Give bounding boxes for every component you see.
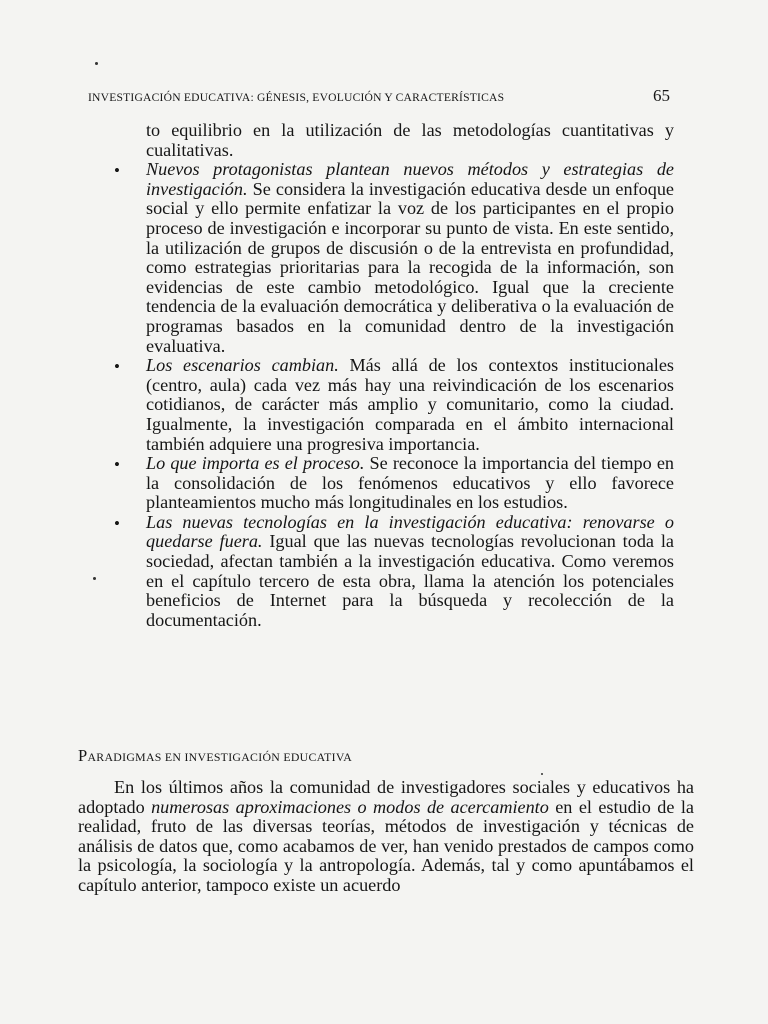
section-heading xyxy=(78,746,678,766)
scan-speck xyxy=(93,577,96,580)
running-head xyxy=(88,86,672,106)
bullet-text: Se reconoce la importancia del tiempo en la consolidación de los fenómenos educativos y ello favorece planteamientos mucho más longitudinales en los estudios. xyxy=(146,453,674,513)
bullet-text: Igual que las nuevas tecnologías revolucionan toda la sociedad, afectan también a la investigación educativa. Como veremos en el capítulo tercero de esta obra, llama la atención los potenciales beneficios de Internet para la búsqueda y recolección de la documentación. xyxy=(146,531,674,630)
bullet-lead: Lo que importa es el proceso. xyxy=(146,453,365,474)
paragraph-text-end: en el estudio de la realidad, fruto de las diversas teorías, métodos de investigación y técnicas de análisis de datos que, como acabamos de ver, han venido prestados de campos como la psicología, la sociología y la antropología. Además, tal y como apuntábamos el capítulo anterior, tampoco existe un acuerdo xyxy=(78,796,694,895)
paragraph-text-start: En los últimos años la comunidad de investigadores sociales y educativos ha adoptado xyxy=(78,777,694,817)
section-heading-rest: ARADIGMAS EN INVESTIGACIÓN EDUCATIVA xyxy=(87,750,353,764)
running-title: INVESTIGACIÓN EDUCATIVA: GÉNESIS, EVOLUCIÓN Y CARACTERÍSTICAS xyxy=(88,91,505,104)
bullet-item xyxy=(114,159,674,356)
bullet-icon: • xyxy=(114,357,120,377)
scan-speck xyxy=(95,62,98,65)
section-heading-initial: P xyxy=(78,746,88,765)
continuation-text: to equilibrio en la utilización de las metodologías cuantitativas y cualitativas. xyxy=(146,120,674,160)
body-paragraph xyxy=(78,778,694,896)
bullet-text: Se considera la investigación educativa desde un enfoque social y ello permite enfatizar la voz de los participantes en el propio proceso de investigación e incorporar su punto de vista. En este sentido, la utilización de grupos de discusión o de la entrevista en profundidad, como estrategias prioritarias para la recogida de la información, son evidencias de este cambio metodológico. Igual que la creciente tendencia de la evaluación democrática y deliberativa o la evaluación de programas basados en la comunidad dentro de la investigación evaluativa. xyxy=(146,178,674,356)
bullet-text: Más allá de los contextos institucionales (centro, aula) cada vez más hay una reivindicación de los escenarios cotidianos, de carácter más amplio y comunitario, como la ciudad. Igualmente, la investigación comparada en el ámbito internacional también adquiere una progresiva importancia. xyxy=(146,355,674,454)
bullet-icon: • xyxy=(114,513,120,533)
bullet-item xyxy=(114,511,674,631)
scan-speck xyxy=(541,773,543,775)
page-number: 65 xyxy=(653,86,670,105)
bullet-lead: Los escenarios cambian. xyxy=(146,355,339,376)
bullet-icon: • xyxy=(114,161,120,181)
bullet-lead: Las nuevas tecnologías en la investigación educativa: renovarse o quedarse fuera. xyxy=(146,511,674,552)
paragraph-emphasis: numerosas aproximaciones o modos de acercamiento xyxy=(151,796,549,817)
bullet-item xyxy=(114,355,674,454)
bullet-lead: Nuevos protagonistas plantean nuevos métodos y estrategias de investigación. xyxy=(146,159,674,199)
bullet-list xyxy=(114,120,674,630)
bullet-item xyxy=(114,453,674,513)
bullet-icon: • xyxy=(114,455,120,475)
